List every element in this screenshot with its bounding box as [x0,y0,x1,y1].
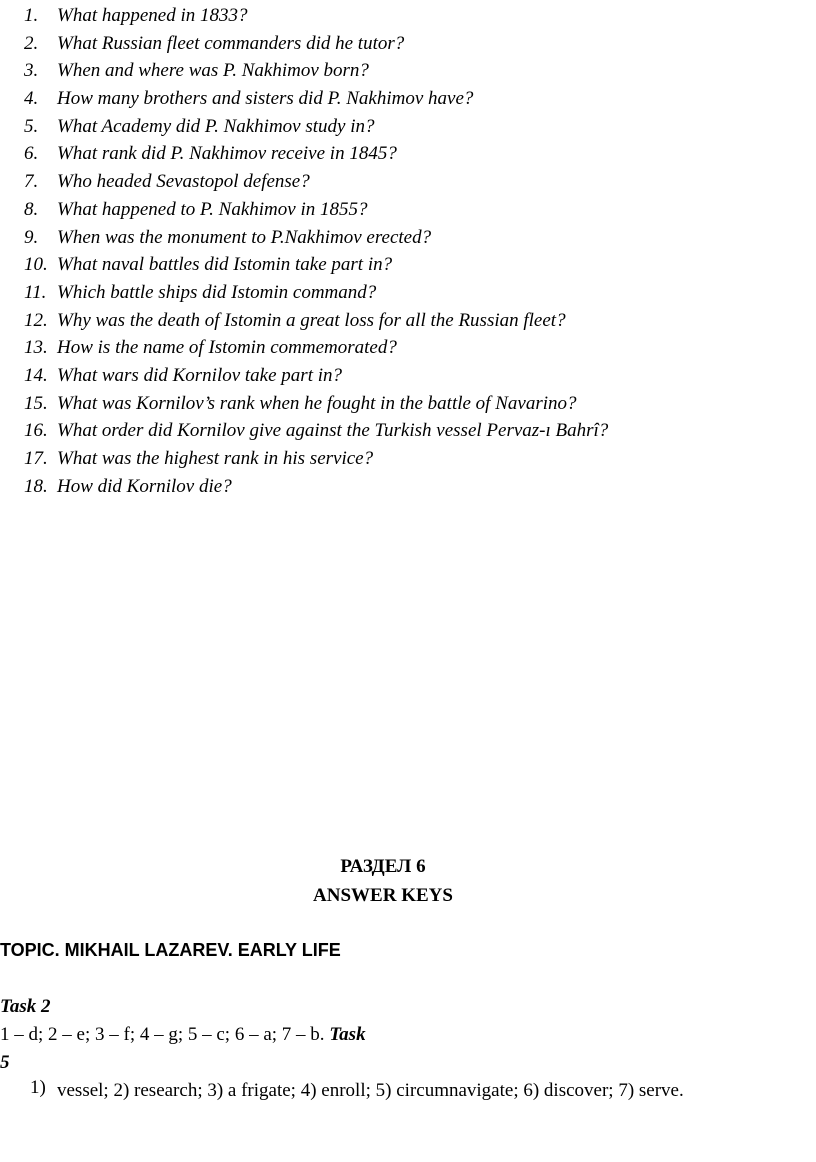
question-number: 9. [24,226,39,248]
question-text: Who headed Sevastopol defense? [57,171,310,193]
question-text: How is the name of Istomin commemorated? [57,337,397,359]
question-text: What naval battles did Istomin take part in? [57,254,393,276]
question-number: 6. [24,143,39,165]
question-number: 12. [24,309,48,331]
question-number: 3. [24,60,39,82]
question-number: 11. [24,281,47,303]
question-item [24,417,608,445]
question-item [24,2,608,30]
question-text: What happened in 1833? [57,5,248,26]
question-text: How many brothers and sisters did P. Nakhimov have? [57,88,474,110]
question-number: 18. [24,475,48,497]
question-text: What order did Kornilov give against the Turkish vessel Pervaz-ı Bahrî? [57,420,609,442]
question-text: When was the monument to P.Nakhimov erected? [57,226,432,248]
question-number: 8. [24,198,39,220]
task5-heading-number: 5 [0,1052,10,1073]
question-text: What wars did Kornilov take part in? [57,364,342,386]
question-item [24,307,608,335]
question-text: What rank did P. Nakhimov receive in 1845? [57,143,397,165]
question-number: 17. [24,448,48,469]
question-item [24,334,608,362]
question-list [24,2,608,500]
question-item [24,168,608,196]
task2-answers-line [0,1024,366,1046]
task5-item-text: vessel; 2) research; 3) a frigate; 4) enroll; 5) circumnavigate; 6) discover; 7) serve. [57,1080,684,1101]
question-item [24,113,608,141]
question-text: Which battle ships did Istomin command? [57,281,377,303]
question-item [24,224,608,252]
question-item [24,390,608,418]
task5-item-number: 1) [30,1077,46,1098]
question-item [24,30,608,58]
question-item [24,57,608,85]
question-number: 4. [24,88,39,110]
question-number: 16. [24,420,48,442]
question-number: 14. [24,364,48,386]
question-number: 2. [24,32,39,54]
task2-heading: Task 2 [0,996,51,1017]
question-number: 13. [24,337,48,359]
section-title: РАЗДЕЛ 6 [340,856,426,877]
question-item [24,445,608,473]
question-number: 7. [24,171,39,193]
question-number: 10. [24,254,48,276]
question-text: Why was the death of Istomin a great loss for all the Russian fleet? [57,309,566,331]
question-item [24,279,608,307]
question-text: What was Kornilov’s rank when he fought in the battle of Navarino? [57,392,577,414]
question-number: 1. [24,5,39,26]
section-subtitle: ANSWER KEYS [313,885,453,906]
question-item [24,85,608,113]
question-number: 15. [24,392,48,414]
question-item [24,196,608,224]
question-item [24,362,608,390]
question-item [24,473,608,501]
question-text: What happened to P. Nakhimov in 1855? [57,198,368,220]
question-item [24,140,608,168]
question-item [24,251,608,279]
task5-answer-item [30,1077,768,1105]
question-text: What was the highest rank in his service? [57,448,374,469]
task2-answers: 1 – d; 2 – e; 3 – f; 4 – g; 5 – c; 6 – a; 7 – b. [0,1024,330,1045]
task5-heading-word: Task [329,1024,366,1045]
question-text: What Russian fleet commanders did he tutor? [57,32,405,54]
question-text: How did Kornilov die? [57,475,232,497]
question-text: What Academy did P. Nakhimov study in? [57,115,375,137]
question-text: When and where was P. Nakhimov born? [57,60,369,82]
question-number: 5. [24,115,39,137]
topic-heading: TOPIC. MIKHAIL LAZAREV. EARLY LIFE [0,940,341,960]
